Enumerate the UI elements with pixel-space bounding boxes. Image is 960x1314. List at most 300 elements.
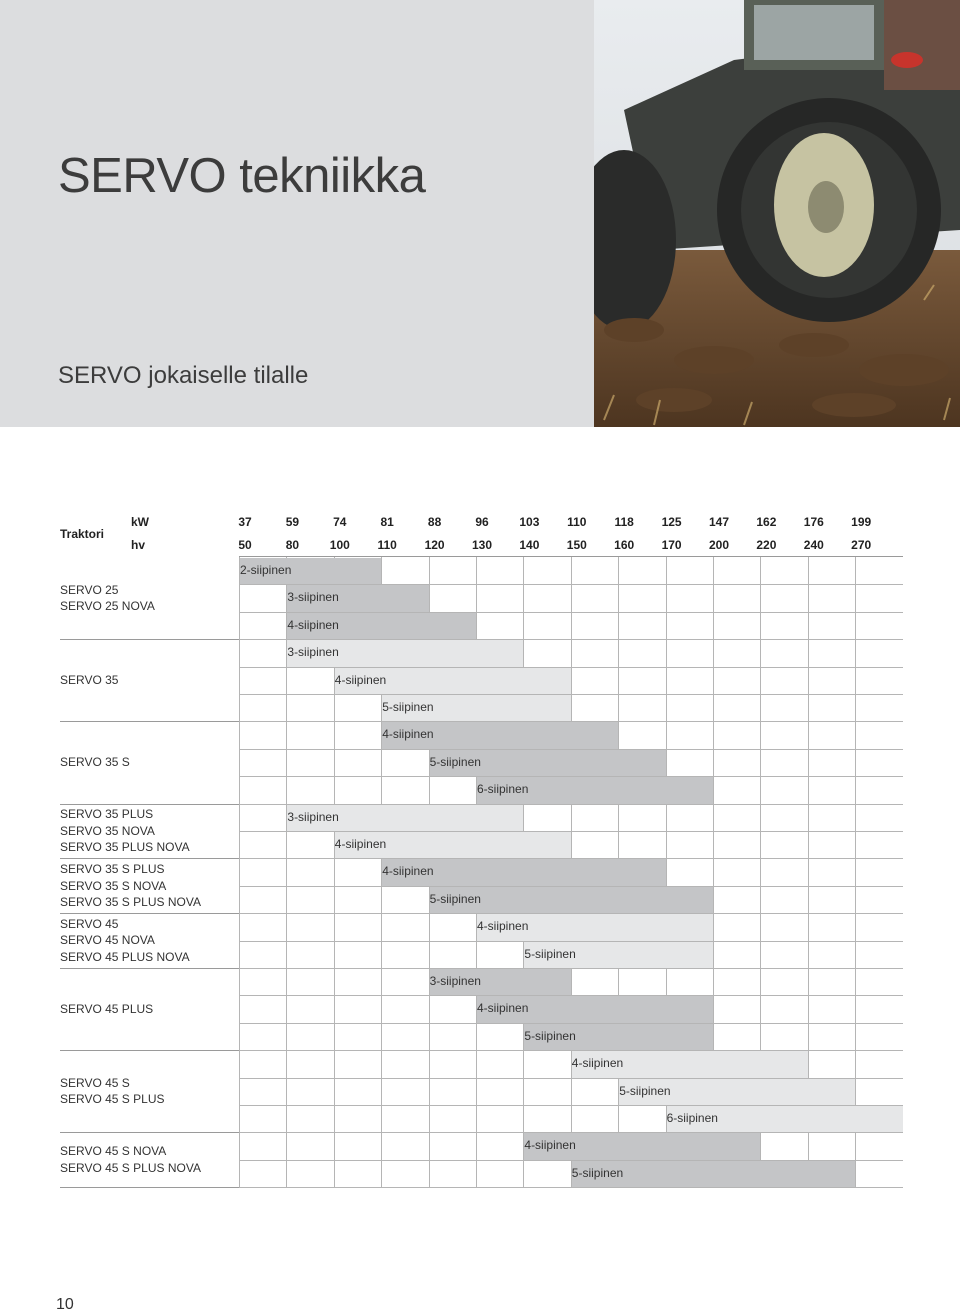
grid-cell — [666, 831, 713, 858]
grid-cell — [239, 886, 286, 913]
grid-cell — [286, 831, 333, 858]
hv-value: 200 — [708, 538, 730, 552]
grid-cell — [429, 995, 476, 1022]
wing-range-label: 3-siipinen — [287, 809, 339, 824]
grid-cell — [666, 858, 713, 885]
wing-range-label: 4-siipinen — [571, 1056, 624, 1071]
grid-cell — [571, 639, 618, 666]
kw-value: 118 — [614, 515, 634, 529]
grid-cell — [760, 557, 807, 584]
grid-cell — [713, 749, 760, 776]
grid-cell — [381, 557, 428, 584]
wing-range-label: 4-siipinen — [524, 1138, 576, 1153]
grid-cell — [808, 968, 855, 995]
grid-cell — [571, 968, 618, 995]
kw-value: 147 — [708, 515, 730, 529]
kw-value: 74 — [333, 515, 347, 529]
grid-cell — [381, 1160, 428, 1187]
grid-cell — [571, 1078, 618, 1105]
grid-cell — [239, 941, 286, 968]
grid-cell — [334, 886, 381, 913]
grid-cell — [808, 721, 855, 748]
grid-cell — [381, 776, 428, 803]
grid-cell — [618, 804, 665, 831]
grid-cell — [381, 995, 428, 1022]
grid-cell — [808, 913, 855, 940]
grid-cell — [855, 1132, 902, 1159]
grid-cell — [476, 941, 523, 968]
grid-cell — [476, 1023, 523, 1050]
kw-value: 103 — [519, 515, 540, 529]
grid-cell — [429, 1078, 476, 1105]
row-divider — [239, 1187, 903, 1188]
grid-cell — [855, 941, 902, 968]
model-name: SERVO 35 NOVA — [60, 823, 155, 838]
group-divider — [60, 1132, 239, 1133]
grid-cell — [286, 776, 333, 803]
hv-value: 270 — [851, 538, 872, 552]
grid-cell — [334, 1132, 381, 1159]
grid-cell — [760, 749, 807, 776]
grid-cell — [713, 557, 760, 584]
grid-cell — [429, 1132, 476, 1159]
grid-cell — [713, 639, 760, 666]
grid-cell — [855, 995, 902, 1022]
grid-cell — [381, 1023, 428, 1050]
wing-range-label: 6-siipinen — [666, 1111, 718, 1125]
grid-cell — [381, 913, 428, 940]
model-names — [60, 806, 190, 856]
grid-cell — [760, 995, 807, 1022]
grid-cell — [429, 941, 476, 968]
grid-cell — [571, 612, 618, 639]
grid-cell — [429, 1050, 476, 1077]
grid-cell — [571, 667, 618, 694]
hv-value: 160 — [614, 538, 635, 552]
model-name: SERVO 45 PLUS — [60, 1001, 154, 1016]
grid-cell — [476, 557, 523, 584]
grid-cell — [808, 1050, 855, 1077]
grid-cell — [476, 1132, 523, 1159]
grid-cell — [334, 968, 381, 995]
hv-value: 120 — [424, 538, 445, 552]
model-names — [60, 1143, 201, 1176]
grid-cell — [760, 694, 807, 721]
wing-range-label: 5-siipinen — [382, 700, 434, 714]
kw-value: 59 — [285, 515, 300, 529]
grid-cell — [286, 1078, 333, 1105]
grid-cell — [286, 1050, 333, 1077]
kw-value: 162 — [756, 515, 777, 529]
grid-cell — [334, 1050, 381, 1077]
grid-cell — [286, 694, 333, 721]
grid-cell — [855, 913, 902, 940]
grid-cell — [760, 831, 807, 858]
grid-cell — [429, 776, 476, 803]
kw-value: 37 — [238, 515, 252, 529]
grid-cell — [476, 584, 523, 611]
model-name: SERVO 35 S — [60, 755, 130, 770]
wing-range-label: 4-siipinen — [477, 919, 529, 934]
grid-cell — [381, 968, 428, 995]
wing-range-label: 4-siipinen — [382, 727, 434, 742]
model-name: SERVO 45 NOVA — [60, 933, 155, 948]
kw-value: 125 — [661, 515, 682, 529]
grid-cell — [666, 557, 713, 584]
grid-cell — [239, 749, 286, 776]
page-number: 10 — [56, 1296, 74, 1313]
grid-cell — [571, 831, 618, 858]
model-name: SERVO 35 PLUS NOVA — [60, 840, 190, 855]
grid-cell — [855, 968, 902, 995]
grid-cell — [381, 1078, 428, 1105]
group-divider — [60, 1187, 239, 1188]
grid-cell — [666, 612, 713, 639]
grid-cell — [239, 1105, 286, 1132]
grid-cell — [429, 1105, 476, 1132]
group-divider — [60, 858, 239, 859]
grid-cell — [855, 776, 902, 803]
grid-cell — [618, 667, 665, 694]
model-names — [60, 754, 130, 771]
kw-value: 199 — [851, 515, 872, 529]
grid-cell — [239, 1050, 286, 1077]
wing-range-label: 5-siipinen — [429, 754, 481, 769]
grid-cell — [523, 804, 570, 831]
model-names — [60, 861, 201, 911]
grid-cell — [855, 1023, 902, 1050]
grid-cell — [855, 639, 902, 666]
model-name: SERVO 35 S PLUS — [60, 862, 165, 877]
model-name: SERVO 25 NOVA — [60, 599, 155, 614]
grid-cell — [381, 1132, 428, 1159]
hv-value: 100 — [329, 538, 350, 552]
grid-cell — [855, 694, 902, 721]
grid-cell — [334, 749, 381, 776]
hv-value: 50 — [238, 538, 252, 552]
grid-cell — [855, 667, 902, 694]
grid-cell — [286, 913, 333, 940]
wing-range-label: 4-siipinen — [477, 1001, 529, 1016]
model-name: SERVO 45 S NOVA — [60, 1144, 167, 1159]
grid-cell — [523, 584, 570, 611]
grid-cell — [334, 1160, 381, 1187]
grid-cell — [334, 694, 381, 721]
grid-cell — [808, 639, 855, 666]
grid-cell — [334, 776, 381, 803]
grid-cell — [855, 804, 902, 831]
wing-range-label: 4-siipinen — [334, 837, 387, 851]
grid-cell — [239, 1132, 286, 1159]
grid-cell — [666, 667, 713, 694]
group-divider — [60, 968, 239, 969]
model-name: SERVO 35 PLUS — [60, 807, 154, 822]
grid-cell — [334, 995, 381, 1022]
grid-cell — [760, 968, 807, 995]
group-divider — [60, 639, 239, 640]
grid-cell — [523, 1105, 570, 1132]
grid-cell — [808, 886, 855, 913]
grid-cell — [381, 1050, 428, 1077]
grid-cell — [666, 749, 713, 776]
grid-cell — [239, 804, 286, 831]
grid-cell — [666, 721, 713, 748]
group-divider — [60, 721, 239, 722]
group-divider — [60, 1050, 239, 1051]
grid-cell — [808, 557, 855, 584]
wing-range-label: 4-siipinen — [334, 672, 387, 687]
grid-cell — [334, 721, 381, 748]
wing-range-label: 3-siipinen — [429, 974, 481, 988]
grid-cell — [476, 612, 523, 639]
grid-cell — [855, 721, 902, 748]
grid-cell — [239, 968, 286, 995]
wing-range-label: 5-siipinen — [524, 1028, 576, 1043]
kw-value: 88 — [427, 515, 442, 529]
grid-cell — [713, 913, 760, 940]
grid-cell — [618, 584, 665, 611]
grid-cell — [239, 721, 286, 748]
grid-cell — [381, 1105, 428, 1132]
grid-cell — [239, 1023, 286, 1050]
wing-range-label: 4-siipinen — [382, 864, 434, 879]
kw-value: 96 — [475, 515, 489, 529]
grid-cell — [713, 612, 760, 639]
grid-cell — [760, 776, 807, 803]
kw-value: 110 — [567, 515, 587, 529]
grid-cell — [381, 749, 428, 776]
model-names — [60, 916, 190, 966]
model-name: SERVO 45 S — [60, 1075, 130, 1090]
grid-cell — [381, 886, 428, 913]
grid-cell — [571, 557, 618, 584]
group-divider — [60, 804, 239, 805]
grid-cell — [808, 1132, 855, 1159]
grid-cell — [760, 667, 807, 694]
grid-cell — [713, 941, 760, 968]
wing-range-label: 5-siipinen — [571, 1165, 624, 1180]
grid-cell — [855, 1160, 902, 1187]
grid-cell — [713, 968, 760, 995]
wing-range-label: 4-siipinen — [287, 617, 339, 632]
grid-cell — [618, 612, 665, 639]
kw-label: kW — [131, 515, 149, 529]
grid-cell — [855, 749, 902, 776]
grid-cell — [760, 1132, 807, 1159]
grid-cell — [523, 1160, 570, 1187]
model-name: SERVO 45 PLUS NOVA — [60, 949, 190, 964]
grid-cell — [760, 639, 807, 666]
grid-cell — [239, 694, 286, 721]
grid-cell — [239, 776, 286, 803]
grid-cell — [239, 584, 286, 611]
grid-cell — [429, 1160, 476, 1187]
page-title: SERVO tekniikka — [58, 149, 426, 203]
grid-cell — [760, 804, 807, 831]
grid-cell — [286, 1023, 333, 1050]
grid-cell — [713, 858, 760, 885]
grid-cell — [239, 858, 286, 885]
grid-cell — [618, 557, 665, 584]
model-name: SERVO 35 — [60, 673, 119, 688]
grid-cell — [429, 913, 476, 940]
grid-cell — [808, 831, 855, 858]
hv-value: 140 — [519, 538, 540, 552]
grid-cell — [334, 858, 381, 885]
model-names — [60, 672, 118, 689]
hv-value: 110 — [377, 538, 397, 552]
grid-cell — [808, 694, 855, 721]
grid-cell — [239, 995, 286, 1022]
grid-cell — [666, 639, 713, 666]
grid-cell — [713, 776, 760, 803]
grid-cell — [666, 584, 713, 611]
wing-range-label: 3-siipinen — [287, 590, 339, 605]
model-name: SERVO 25 — [60, 582, 119, 597]
header-panel — [0, 0, 594, 427]
model-name: SERVO 35 S NOVA — [60, 878, 167, 893]
grid-cell — [808, 584, 855, 611]
hv-value: 130 — [471, 538, 493, 552]
model-name: SERVO 35 S PLUS NOVA — [60, 895, 201, 910]
grid-cell — [523, 557, 570, 584]
grid-cell — [855, 557, 902, 584]
grid-cell — [334, 1105, 381, 1132]
grid-cell — [713, 995, 760, 1022]
grid-cell — [286, 749, 333, 776]
tractor-compatibility-chart — [0, 500, 960, 1200]
grid-cell — [429, 1023, 476, 1050]
grid-cell — [760, 858, 807, 885]
grid-cell — [808, 1023, 855, 1050]
tractor-photo — [594, 0, 960, 427]
kw-value: 176 — [803, 515, 824, 529]
grid-cell — [855, 831, 902, 858]
grid-cell — [523, 1050, 570, 1077]
grid-cell — [239, 639, 286, 666]
grid-cell — [713, 831, 760, 858]
grid-cell — [666, 694, 713, 721]
grid-cell — [618, 721, 665, 748]
grid-cell — [808, 804, 855, 831]
group-divider — [60, 913, 239, 914]
grid-cell — [666, 804, 713, 831]
row-header-label: Traktori — [60, 527, 105, 541]
grid-cell — [713, 1023, 760, 1050]
grid-cell — [808, 776, 855, 803]
grid-cell — [239, 831, 286, 858]
model-name: SERVO 45 S PLUS NOVA — [60, 1160, 201, 1175]
wing-range-label: 3-siipinen — [287, 645, 339, 660]
grid-cell — [381, 941, 428, 968]
grid-cell — [855, 886, 902, 913]
wing-range-label: 5-siipinen — [429, 891, 481, 906]
grid-cell — [618, 968, 665, 995]
grid-cell — [808, 667, 855, 694]
grid-cell — [286, 968, 333, 995]
grid-cell — [760, 913, 807, 940]
grid-cell — [429, 557, 476, 584]
grid-cell — [334, 913, 381, 940]
wing-range-label: 6-siipinen — [477, 782, 529, 797]
grid-cell — [239, 913, 286, 940]
grid-cell — [618, 831, 665, 858]
grid-cell — [239, 612, 286, 639]
grid-cell — [476, 1105, 523, 1132]
grid-cell — [855, 584, 902, 611]
grid-cell — [618, 1105, 665, 1132]
hv-value: 150 — [566, 538, 587, 552]
grid-cell — [855, 858, 902, 885]
wing-range-label: 5-siipinen — [619, 1083, 671, 1098]
grid-cell — [286, 1132, 333, 1159]
grid-cell — [855, 1050, 902, 1077]
grid-cell — [523, 639, 570, 666]
grid-cell — [476, 1160, 523, 1187]
grid-cell — [713, 804, 760, 831]
grid-cell — [760, 1023, 807, 1050]
grid-cell — [286, 995, 333, 1022]
grid-cell — [760, 584, 807, 611]
grid-cell — [713, 721, 760, 748]
grid-cell — [713, 667, 760, 694]
grid-cell — [334, 1078, 381, 1105]
grid-cell — [808, 995, 855, 1022]
grid-cell — [808, 941, 855, 968]
grid-cell — [760, 886, 807, 913]
page-subtitle: SERVO jokaiselle tilalle — [58, 362, 309, 389]
grid-cell — [239, 1160, 286, 1187]
grid-cell — [855, 612, 902, 639]
grid-cell — [286, 1105, 333, 1132]
hv-value: 220 — [756, 538, 777, 552]
grid-cell — [334, 1023, 381, 1050]
grid-cell — [666, 968, 713, 995]
wing-range-label: 2-siipinen — [240, 563, 292, 577]
grid-cell — [760, 721, 807, 748]
model-names — [60, 582, 155, 615]
grid-cell — [286, 941, 333, 968]
grid-cell — [571, 1105, 618, 1132]
grid-cell — [523, 1078, 570, 1105]
model-names — [60, 1075, 165, 1108]
grid-cell — [808, 749, 855, 776]
grid-cell — [713, 584, 760, 611]
kw-value: 81 — [380, 515, 394, 529]
grid-cell — [476, 1078, 523, 1105]
grid-cell — [239, 667, 286, 694]
grid-cell — [286, 858, 333, 885]
grid-cell — [808, 858, 855, 885]
grid-cell — [476, 1050, 523, 1077]
hv-value: 170 — [661, 538, 682, 552]
grid-cell — [286, 886, 333, 913]
hv-label: hv — [131, 538, 146, 552]
grid-cell — [429, 584, 476, 611]
grid-cell — [618, 694, 665, 721]
grid-cell — [286, 667, 333, 694]
grid-cell — [713, 886, 760, 913]
model-names — [60, 1001, 153, 1018]
model-name: SERVO 45 S PLUS — [60, 1092, 165, 1107]
grid-cell — [571, 584, 618, 611]
grid-cell — [334, 941, 381, 968]
grid-cell — [523, 612, 570, 639]
grid-cell — [286, 1160, 333, 1187]
grid-cell — [239, 1078, 286, 1105]
grid-cell — [855, 1078, 902, 1105]
grid-cell — [713, 694, 760, 721]
